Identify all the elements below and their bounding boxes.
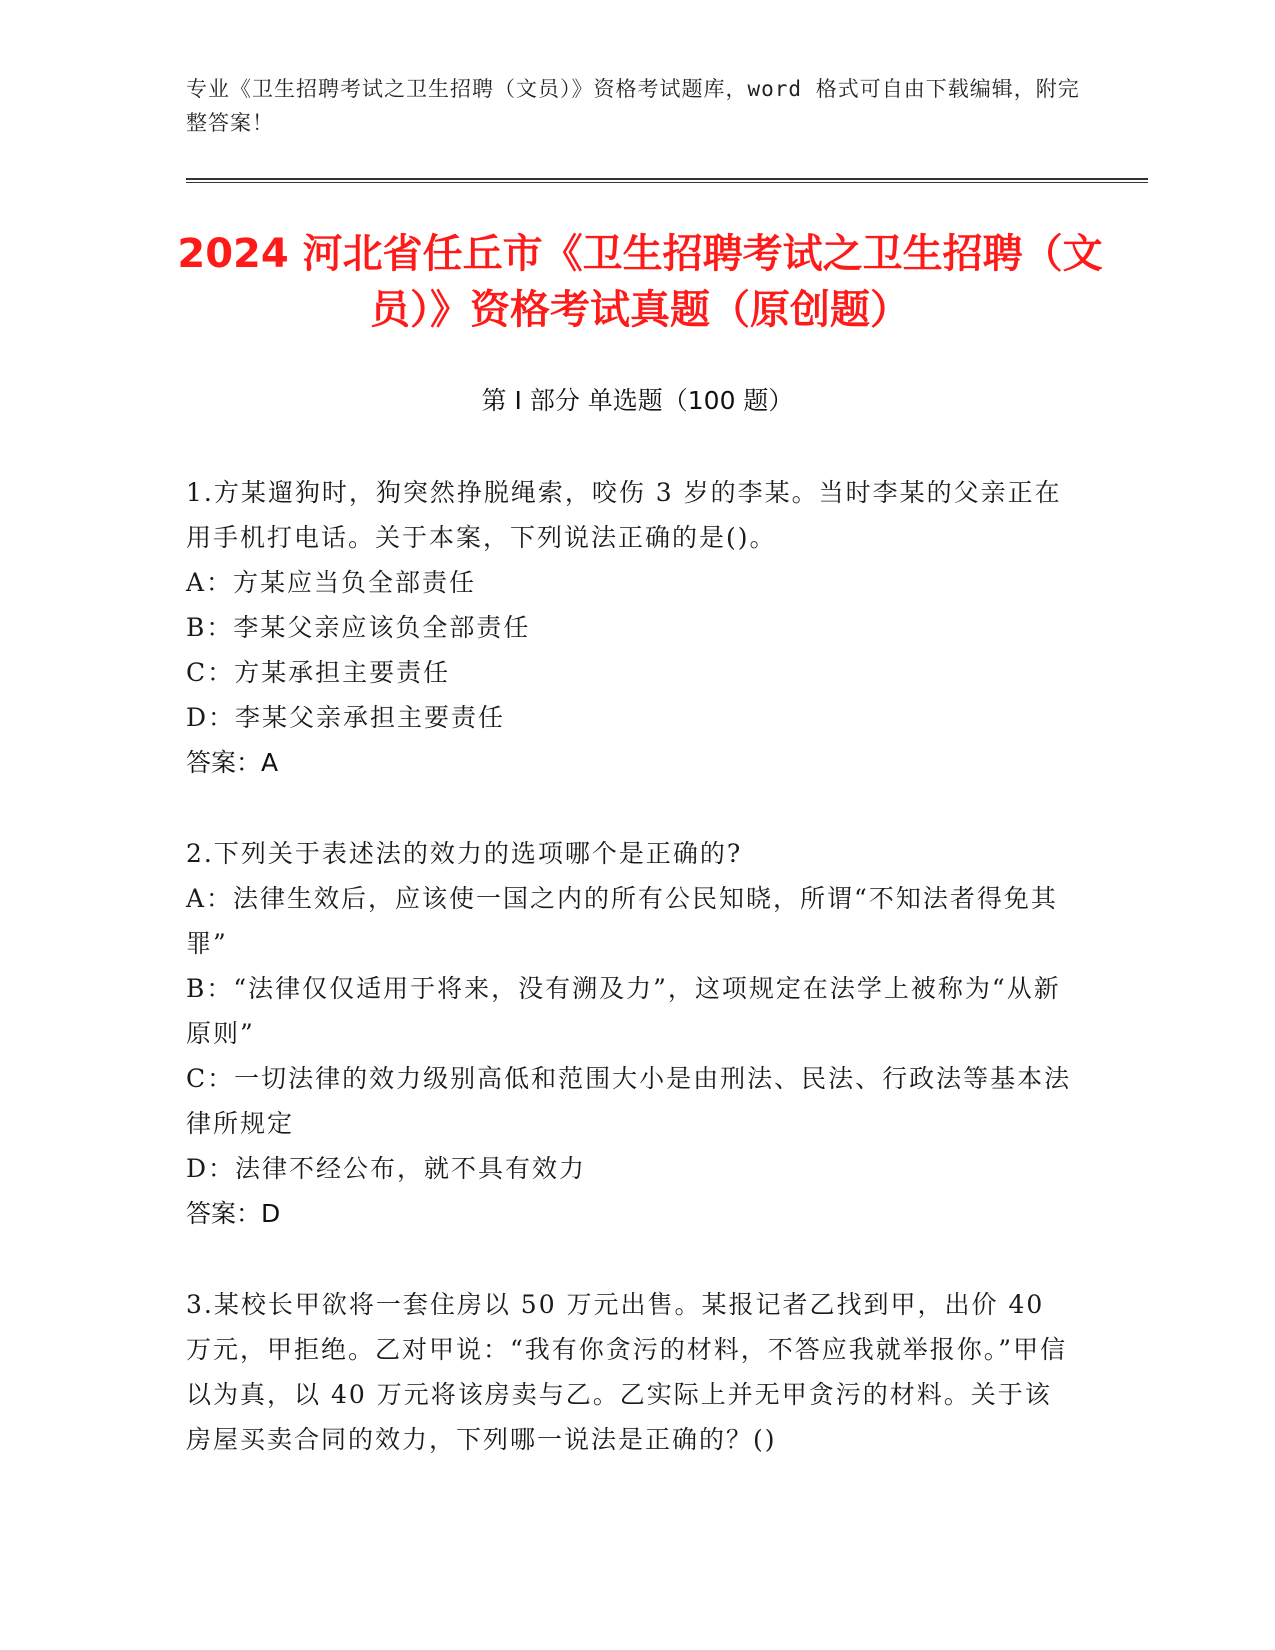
option-c: C：一切法律的效力级别高低和范围大小是由刑法、民法、行政法等基本法律所规定 xyxy=(186,1064,1072,1138)
header-rule-bottom xyxy=(186,182,1148,183)
question-stem: 2.下列关于表述法的效力的选项哪个是正确的? xyxy=(186,839,743,868)
option-d: D：李某父亲承担主要责任 xyxy=(186,703,506,732)
question-stem: 1.方某遛狗时，狗突然挣脱绳索，咬伤 3 岁的李某。当时李某的父亲正在用手机打电话。关于本案，下列说法正确的是()。 xyxy=(186,478,1062,552)
header-rule-top xyxy=(186,178,1148,180)
option-c: C：方某承担主要责任 xyxy=(186,658,451,687)
question-3 xyxy=(186,1282,1076,1462)
option-b: B：李某父亲应该负全部责任 xyxy=(186,613,531,642)
option-a: A：方某应当负全部责任 xyxy=(186,568,477,597)
header-note: 专业《卫生招聘考试之卫生招聘（文员）》资格考试题库，word 格式可自由下载编辑，附完整答案！ xyxy=(186,77,1080,135)
option-a: A：法律生效后，应该使一国之内的所有公民知晓，所谓“不知法者得免其罪” xyxy=(186,884,1058,958)
question-stem: 3.某校长甲欲将一套住房以 50 万元出售。某报记者乙找到甲，出价 40 万元，甲拒绝。乙对甲说：“我有你贪污的材料，不答应我就举报你。”甲信以为真，以 40 万元将该房卖与乙。乙实际上并无甲贪污的材料。关于该房屋买卖合同的效力，下列哪一说法是正确的？() xyxy=(186,1290,1068,1454)
option-b: B：“法律仅仅适用于将来，没有溯及力”，这项规定在法学上被称为“从新原则” xyxy=(186,974,1061,1048)
question-2 xyxy=(186,831,1076,1236)
answer-label: 答案：A xyxy=(186,748,279,777)
document-title: 2024 河北省任丘市《卫生招聘考试之卫生招聘（文员）》资格考试真题（原创题） xyxy=(177,231,1103,333)
section-heading: 第 I 部分 单选题（100 题） xyxy=(481,386,794,415)
option-d: D：法律不经公布，就不具有效力 xyxy=(186,1154,587,1183)
answer-label: 答案：D xyxy=(186,1199,281,1228)
question-list xyxy=(186,470,1076,1508)
question-1 xyxy=(186,470,1076,785)
